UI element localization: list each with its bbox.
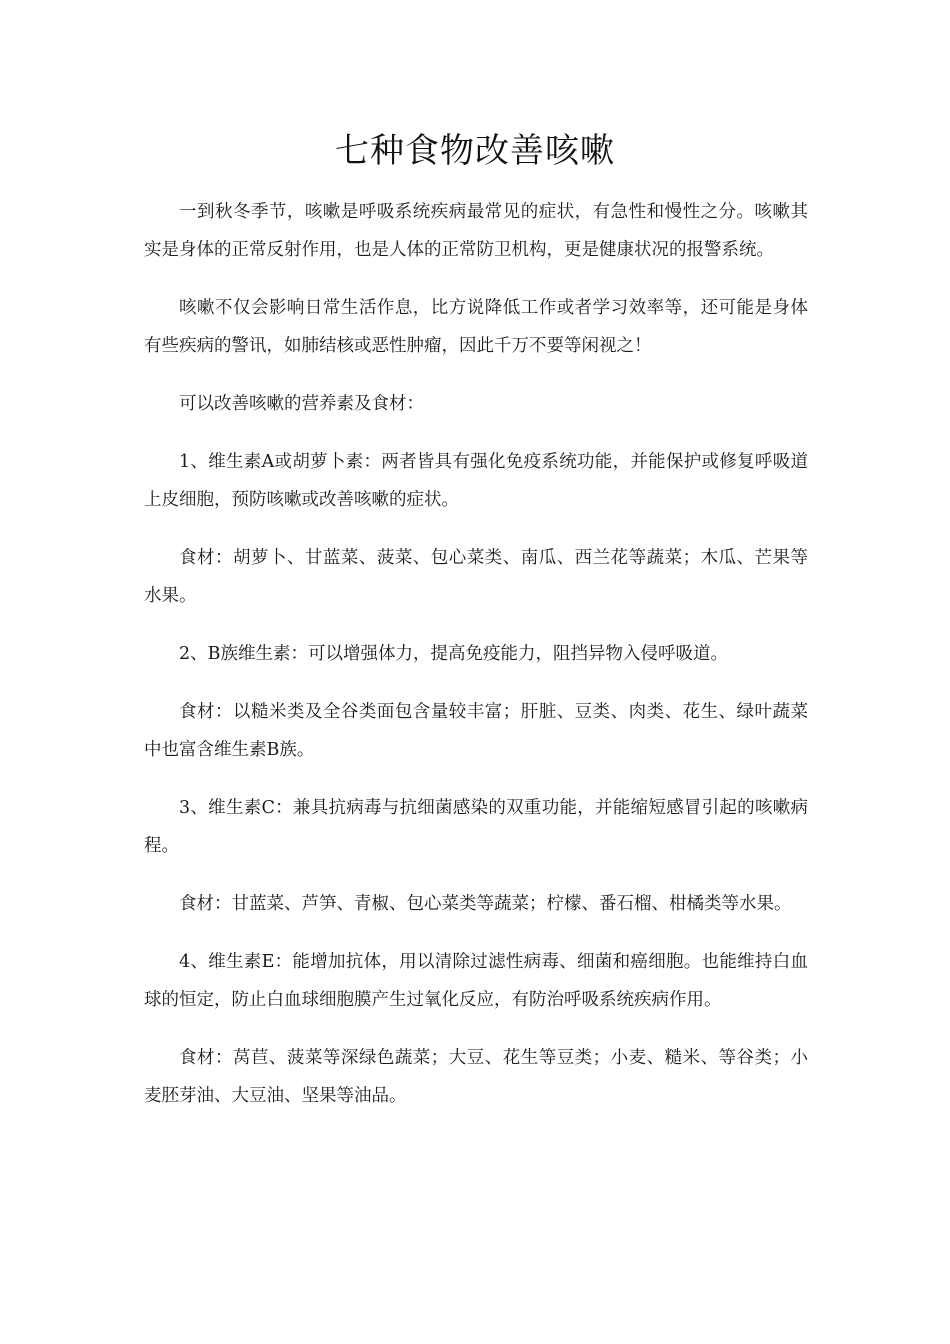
paragraph-vitamin-a-foods: 食材：胡萝卜、甘蓝菜、菠菜、包心菜类、南瓜、西兰花等蔬菜；木瓜、芒果等水果。 [144, 548, 808, 606]
paragraph-vitamin-c-foods: 食材：甘蓝菜、芦笋、青椒、包心菜类等蔬菜；柠檬、番石榴、柑橘类等水果。 [179, 894, 792, 914]
document-title: 七种食物改善咳嗽 [335, 131, 615, 171]
paragraph-vitamin-e: 4、维生素E：能增加抗体，用以清除过滤性病毒、细菌和癌细胞。也能维持白血球的恒定，防止白血球细胞膜产生过氧化反应，有防治呼吸系统疾病作用。 [144, 952, 808, 1010]
paragraph-warning: 咳嗽不仅会影响日常生活作息，比方说降低工作或者学习效率等，还可能是身体有些疾病的警讯，如肺结核或恶性肿瘤，因此千万不要等闲视之！ [144, 298, 808, 356]
paragraph-nutrients-heading: 可以改善咳嗽的营养素及食材： [179, 394, 424, 414]
paragraph-vitamin-e-foods: 食材：莴苣、菠菜等深绿色蔬菜；大豆、花生等豆类；小麦、糙米、等谷类；小麦胚芽油、大豆油、坚果等油品。 [144, 1048, 808, 1106]
paragraph-vitamin-b: 2、B族维生素：可以增强体力，提高免疫能力，阻挡异物入侵呼吸道。 [179, 644, 728, 664]
paragraph-intro: 一到秋冬季节，咳嗽是呼吸系统疾病最常见的症状，有急性和慢性之分。咳嗽其实是身体的正常反射作用，也是人体的正常防卫机构，更是健康状况的报警系统。 [144, 202, 808, 260]
paragraph-vitamin-a: 1、维生素A或胡萝卜素：两者皆具有强化免疫系统功能，并能保护或修复呼吸道上皮细胞，预防咳嗽或改善咳嗽的症状。 [144, 452, 808, 510]
document-body [144, 193, 808, 1135]
paragraph-vitamin-c: 3、维生素C：兼具抗病毒与抗细菌感染的双重功能，并能缩短感冒引起的咳嗽病程。 [144, 798, 808, 856]
paragraph-vitamin-b-foods: 食材：以糙米类及全谷类面包含量较丰富；肝脏、豆类、肉类、花生、绿叶蔬菜中也富含维生素B族。 [144, 702, 808, 760]
